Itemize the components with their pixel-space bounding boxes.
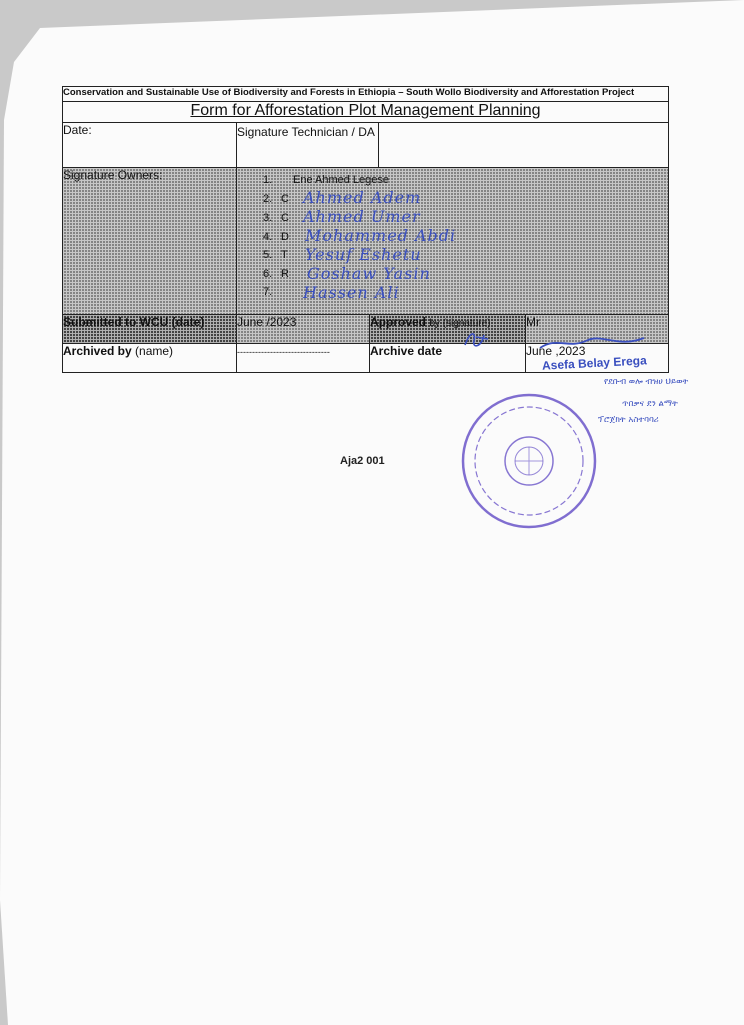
owner-name-typed: Ene Ahmed Legese bbox=[293, 174, 390, 186]
handwritten-owner-name: Mohammed Abdi bbox=[305, 226, 457, 245]
owner-letter: C bbox=[281, 212, 289, 224]
submitted-label-cell bbox=[63, 315, 237, 344]
owner-number: 5. bbox=[263, 249, 273, 261]
signature-technician-label: Signature Technician / DA bbox=[237, 125, 375, 139]
signature-owners-label: Signature Owners: bbox=[63, 168, 163, 182]
signer-scribble bbox=[538, 334, 648, 352]
signature-technician-field[interactable] bbox=[379, 123, 669, 168]
handwritten-owner-name: Ahmed Umer bbox=[303, 207, 421, 226]
project-title: Conservation and Sustainable Use of Biodiversity and Forests in Ethiopia – South Wollo Biodiversity and Afforestation Project bbox=[63, 87, 669, 102]
archive-date-label-cell bbox=[370, 344, 526, 373]
owners-list[interactable] bbox=[237, 168, 669, 315]
archive-date-label: Archive date bbox=[370, 344, 443, 358]
approver-signature bbox=[462, 327, 492, 353]
official-seal-icon bbox=[459, 391, 599, 531]
date-cell[interactable] bbox=[63, 123, 237, 168]
stamp-text-line: ጥበቃና ደን ልማት bbox=[622, 399, 678, 409]
form-title-text: Form for Afforestation Plot Management Planning bbox=[190, 102, 541, 119]
approved-label: Approved bbox=[370, 315, 427, 329]
owner-number: 7. bbox=[263, 286, 273, 298]
archived-name-value: ------------------------------- bbox=[237, 347, 330, 357]
submitted-date-field[interactable] bbox=[237, 315, 370, 344]
afforestation-form bbox=[62, 86, 669, 373]
stamp-text-line: የደቡብ ወሎ ብዝሀ ህይወት bbox=[604, 377, 689, 387]
owner-number: 2. bbox=[263, 193, 273, 205]
date-label: Date: bbox=[63, 123, 92, 137]
handwritten-owner-name: Hassen Ali bbox=[303, 283, 400, 302]
mr-label: Mr bbox=[526, 315, 540, 329]
document-code: Aja2 001 bbox=[340, 455, 385, 467]
owner-number: 1. bbox=[263, 174, 273, 186]
owner-number: 3. bbox=[263, 212, 273, 224]
owner-number: 4. bbox=[263, 231, 273, 243]
handwritten-owner-name: Yesuf Eshetu bbox=[305, 245, 422, 264]
owner-letter: R bbox=[281, 268, 289, 280]
signature-owners-cell bbox=[63, 168, 237, 315]
approved-cell bbox=[370, 315, 526, 344]
owner-number: 6. bbox=[263, 268, 273, 280]
archived-label-cell bbox=[63, 344, 237, 373]
handwritten-owner-name: Goshaw Yasin bbox=[307, 264, 431, 283]
owner-letter: D bbox=[281, 231, 289, 243]
handwritten-owner-name: Ahmed Adem bbox=[303, 188, 422, 207]
form-title bbox=[63, 102, 669, 123]
signature-technician-cell bbox=[237, 123, 379, 168]
archived-name-field[interactable] bbox=[237, 344, 370, 373]
archived-label: Archived by bbox=[63, 344, 132, 358]
signer-name: Asefa Belay Erega bbox=[541, 353, 648, 373]
owner-letter: C bbox=[281, 193, 289, 205]
owner-letter: T bbox=[281, 249, 288, 261]
archive-date-value: June ,2023 bbox=[526, 344, 586, 358]
submitted-label: Submitted to WCU (date) bbox=[63, 315, 205, 329]
approved-suffix: by (signature) bbox=[429, 318, 491, 329]
stamp-text-line: ፕሮጀክት አስተባባሪ bbox=[598, 415, 659, 425]
submitted-date-value: June /2023 bbox=[237, 315, 297, 329]
archived-suffix: (name) bbox=[135, 344, 174, 358]
